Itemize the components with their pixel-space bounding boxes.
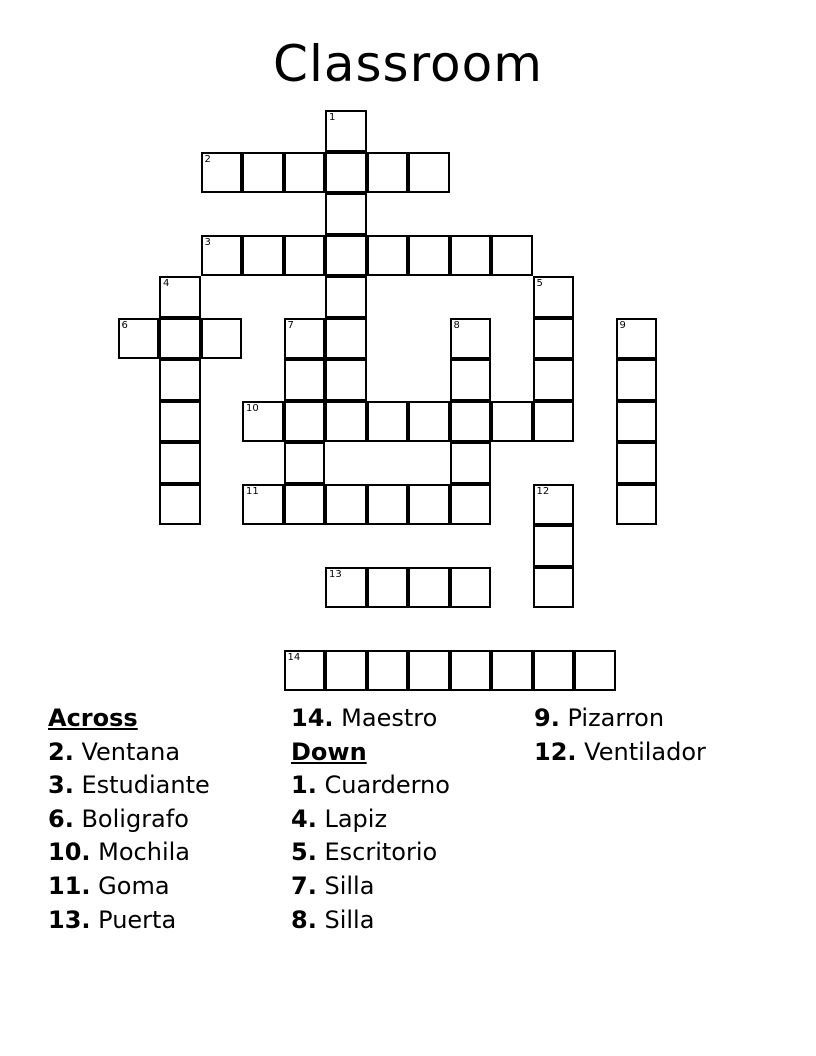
clue-number: 9 xyxy=(619,319,626,331)
clue-column-2 xyxy=(291,702,450,937)
grid-cell[interactable] xyxy=(533,650,575,692)
grid-cell[interactable] xyxy=(533,276,575,318)
grid-cell[interactable] xyxy=(284,484,326,526)
grid-cell[interactable] xyxy=(450,650,492,692)
grid-cell[interactable] xyxy=(284,650,326,692)
grid-cell[interactable] xyxy=(408,235,450,277)
grid-cell[interactable] xyxy=(491,650,533,692)
grid-cell[interactable] xyxy=(616,484,658,526)
grid-cell[interactable] xyxy=(325,650,367,692)
grid-cell[interactable] xyxy=(533,484,575,526)
grid-cell[interactable] xyxy=(201,152,243,194)
grid-cell[interactable] xyxy=(242,484,284,526)
grid-cell[interactable] xyxy=(533,318,575,360)
grid-cell[interactable] xyxy=(450,442,492,484)
across-clue: 11. Goma xyxy=(48,871,170,900)
down-clue: 8. Silla xyxy=(291,905,375,934)
down-clue: 5. Escritorio xyxy=(291,838,438,867)
grid-cell[interactable] xyxy=(408,401,450,443)
clue-number: 14 xyxy=(287,651,301,663)
grid-cell[interactable] xyxy=(325,193,367,235)
grid-cell[interactable] xyxy=(367,235,409,277)
clue-number: 12 xyxy=(536,485,550,497)
grid-cell[interactable] xyxy=(367,484,409,526)
grid-cell[interactable] xyxy=(242,235,284,277)
grid-cell[interactable] xyxy=(533,567,575,609)
grid-cell[interactable] xyxy=(408,484,450,526)
grid-cell[interactable] xyxy=(242,401,284,443)
clue-number: 4 xyxy=(163,278,170,289)
grid-cell[interactable] xyxy=(325,276,367,318)
grid-cell[interactable] xyxy=(325,110,367,152)
grid-cell[interactable] xyxy=(408,567,450,609)
clue-number: 1 xyxy=(329,112,336,123)
grid-cell[interactable] xyxy=(367,567,409,609)
grid-cell[interactable] xyxy=(616,359,658,401)
clue-number: 2 xyxy=(204,153,211,165)
across-clue: 6. Boligrafo xyxy=(48,804,189,833)
clue-number: 6 xyxy=(121,319,128,331)
across-clue: 13. Puerta xyxy=(48,905,177,934)
grid-cell[interactable] xyxy=(325,318,367,360)
grid-cell[interactable] xyxy=(450,567,492,609)
grid-cell[interactable] xyxy=(367,401,409,443)
grid-cell[interactable] xyxy=(284,235,326,277)
down-heading: Down xyxy=(291,737,367,766)
clue-number: 13 xyxy=(329,568,342,580)
across-clue: 3. Estudiante xyxy=(48,771,210,800)
grid-cell[interactable] xyxy=(118,318,160,360)
grid-cell[interactable] xyxy=(325,484,367,526)
grid-cell[interactable] xyxy=(533,401,575,443)
grid-cell[interactable] xyxy=(284,359,326,401)
clue-number: 10 xyxy=(246,402,259,414)
grid-cell[interactable] xyxy=(159,359,201,401)
clue-column-3 xyxy=(534,702,706,769)
across-heading: Across xyxy=(48,704,138,732)
grid-cell[interactable] xyxy=(450,359,492,401)
grid-cell[interactable] xyxy=(616,401,658,443)
grid-cell[interactable] xyxy=(284,318,326,360)
grid-cell[interactable] xyxy=(325,235,367,277)
grid-cell[interactable] xyxy=(616,442,658,484)
grid-cell[interactable] xyxy=(242,152,284,194)
across-clue: 10. Mochila xyxy=(48,838,190,867)
down-clue: 4. Lapiz xyxy=(291,804,388,833)
clue-column-1 xyxy=(48,702,210,937)
down-clue: 9. Pizarron xyxy=(534,704,665,732)
grid-cell[interactable] xyxy=(450,401,492,443)
grid-cell[interactable] xyxy=(159,442,201,484)
grid-cell[interactable] xyxy=(491,401,533,443)
grid-cell[interactable] xyxy=(574,650,616,692)
grid-cell[interactable] xyxy=(325,152,367,194)
grid-cell[interactable] xyxy=(325,401,367,443)
clue-number: 8 xyxy=(453,319,460,331)
grid-cell[interactable] xyxy=(450,484,492,526)
grid-cell[interactable] xyxy=(284,401,326,443)
grid-cell[interactable] xyxy=(408,152,450,194)
grid-cell[interactable] xyxy=(325,567,367,609)
grid-cell[interactable] xyxy=(491,235,533,277)
grid-cell[interactable] xyxy=(450,235,492,277)
grid-cell[interactable] xyxy=(284,152,326,194)
grid-cell[interactable] xyxy=(325,359,367,401)
down-clue: 1. Cuarderno xyxy=(291,771,450,800)
grid-cell[interactable] xyxy=(367,650,409,692)
grid-cell[interactable] xyxy=(408,650,450,692)
grid-cell[interactable] xyxy=(533,359,575,401)
grid-cell[interactable] xyxy=(616,318,658,360)
clue-number: 3 xyxy=(204,236,211,248)
puzzle-title: Classroom xyxy=(273,35,543,93)
clue-number: 11 xyxy=(246,485,259,497)
clue-number: 7 xyxy=(287,319,294,331)
grid-cell[interactable] xyxy=(159,318,201,360)
grid-cell[interactable] xyxy=(159,401,201,443)
grid-cell[interactable] xyxy=(533,525,575,567)
grid-cell[interactable] xyxy=(450,318,492,360)
grid-cell[interactable] xyxy=(284,442,326,484)
grid-cell[interactable] xyxy=(367,152,409,194)
across-clue: 14. Maestro xyxy=(291,704,438,732)
grid-cell[interactable] xyxy=(201,235,243,277)
clue-number: 5 xyxy=(536,278,543,289)
down-clue: 12. Ventilador xyxy=(534,737,706,766)
grid-cell[interactable] xyxy=(159,484,201,526)
down-clue: 7. Silla xyxy=(291,871,375,900)
grid-cell[interactable] xyxy=(159,276,201,318)
grid-cell[interactable] xyxy=(201,318,243,360)
across-clue: 2. Ventana xyxy=(48,737,181,766)
